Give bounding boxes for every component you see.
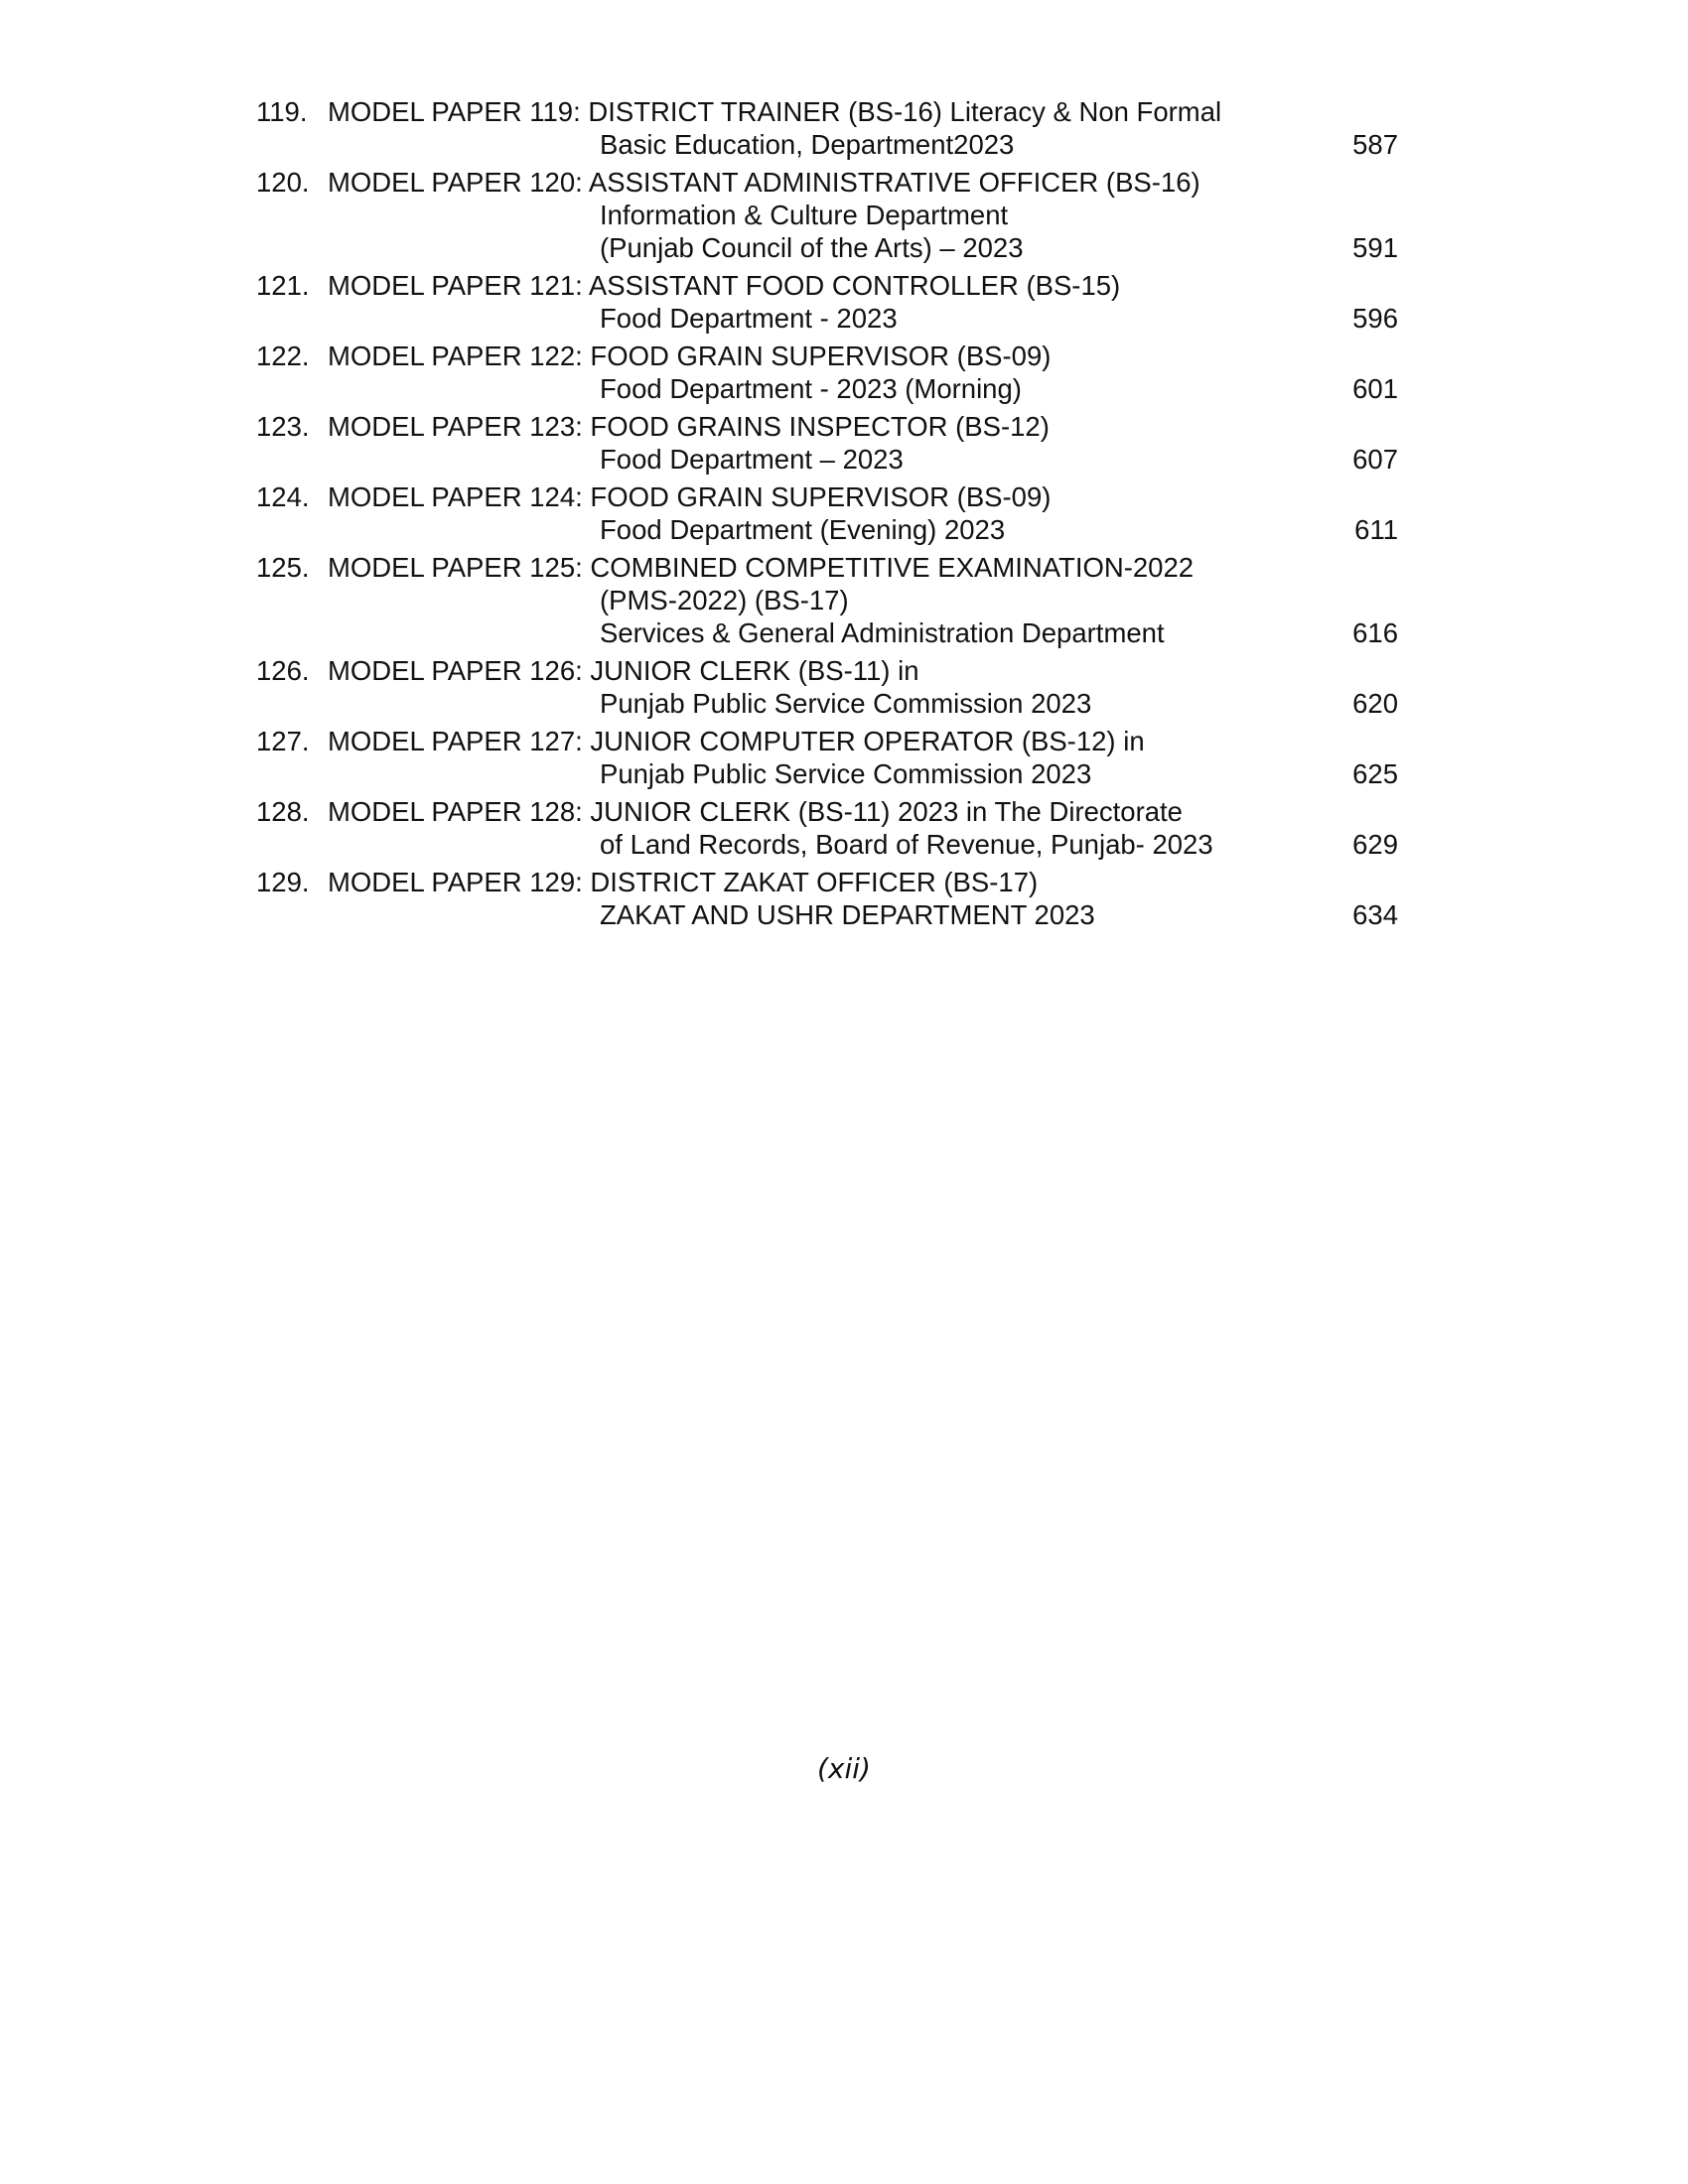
toc-entry-label: MODEL PAPER 119: (328, 96, 581, 127)
toc-entry (256, 551, 1398, 649)
toc-entry-continuation-line (256, 128, 1398, 161)
toc-entry-number: 128. (256, 796, 310, 827)
toc-entry-page-number: 629 (1352, 829, 1398, 860)
toc-entry-continuation-line (256, 231, 1398, 264)
toc-entry-first-line (256, 95, 1398, 128)
toc-entry-subtitle: Food Department - 2023 (Morning) (600, 373, 1022, 404)
toc-entry (256, 866, 1398, 931)
toc-entry-page-number: 591 (1352, 232, 1398, 263)
toc-entry-subtitle: (PMS-2022) (BS-17) (600, 585, 849, 615)
toc-entry-subtitle: ZAKAT AND USHR DEPARTMENT 2023 (600, 899, 1095, 930)
toc-entry-number: 119. (256, 96, 308, 127)
toc-entry (256, 795, 1398, 861)
toc-entry-title: FOOD GRAIN SUPERVISOR (BS-09) (590, 481, 1052, 512)
toc-entry (256, 340, 1398, 405)
toc-entry-first-line (256, 410, 1398, 443)
toc-entry-continuation-line (256, 302, 1398, 335)
toc-entry-number: 122. (256, 341, 310, 371)
toc-entry (256, 166, 1398, 264)
toc-entry-first-line (256, 866, 1398, 898)
toc-entry (256, 95, 1398, 161)
toc-entry (256, 480, 1398, 546)
toc-entry-title: ASSISTANT ADMINISTRATIVE OFFICER (BS-16) (588, 167, 1200, 198)
toc-entry-continuation-line (256, 199, 1398, 231)
toc-entry-subtitle: Food Department – 2023 (600, 444, 904, 475)
toc-entry-label: MODEL PAPER 124: (328, 481, 583, 512)
toc-entry-subtitle: Information & Culture Department (600, 200, 1009, 230)
toc-entry-number: 123. (256, 411, 310, 442)
toc-entry-title: JUNIOR COMPUTER OPERATOR (BS-12) in (590, 726, 1145, 756)
toc-entry (256, 725, 1398, 790)
toc-entry-continuation-line (256, 898, 1398, 931)
toc-entry-number: 124. (256, 481, 310, 512)
toc-entry-subtitle: Services & General Administration Department (600, 617, 1165, 648)
toc-entry-subtitle: (Punjab Council of the Arts) – 2023 (600, 232, 1024, 263)
toc-entry-page-number: 587 (1352, 129, 1398, 160)
toc-entry-label: MODEL PAPER 120: (328, 167, 583, 198)
toc-entry-page-number: 625 (1352, 758, 1398, 789)
toc-entry-continuation-line (256, 616, 1398, 649)
toc-entry-number: 126. (256, 655, 310, 686)
toc-entry-number: 129. (256, 867, 310, 897)
toc-entry (256, 410, 1398, 476)
toc-entry-continuation-line (256, 757, 1398, 790)
toc-entry-subtitle: Food Department - 2023 (600, 303, 898, 334)
page-number: (xii) (817, 1752, 871, 1785)
toc-entry (256, 269, 1398, 335)
toc-entry-first-line (256, 654, 1398, 687)
toc-entry-number: 121. (256, 270, 310, 301)
toc-entry (256, 654, 1398, 720)
toc-entry-label: MODEL PAPER 127: (328, 726, 583, 756)
toc-entry-first-line (256, 725, 1398, 757)
toc-entry-subtitle: Punjab Public Service Commission 2023 (600, 688, 1092, 719)
toc-entry-label: MODEL PAPER 128: (328, 796, 583, 827)
toc-entry-label: MODEL PAPER 126: (328, 655, 583, 686)
toc-entry-page-number: 596 (1352, 303, 1398, 334)
toc-entry-label: MODEL PAPER 129: (328, 867, 583, 897)
toc-entry-label: MODEL PAPER 123: (328, 411, 583, 442)
toc-entry-label: MODEL PAPER 125: (328, 552, 583, 583)
toc-entry-title: JUNIOR CLERK (BS-11) 2023 in The Directorate (590, 796, 1183, 827)
toc-entry-subtitle: of Land Records, Board of Revenue, Punjab- 2023 (600, 829, 1213, 860)
toc-entry-first-line (256, 340, 1398, 372)
toc-entry-page-number: 620 (1352, 688, 1398, 719)
toc-entry-number: 127. (256, 726, 310, 756)
toc-entry-continuation-line (256, 513, 1398, 546)
toc-entry-page-number: 634 (1352, 899, 1398, 930)
toc-entry-title: ASSISTANT FOOD CONTROLLER (BS-15) (588, 270, 1121, 301)
toc-entry-title: JUNIOR CLERK (BS-11) in (590, 655, 919, 686)
toc-entry-first-line (256, 551, 1398, 584)
toc-entry-subtitle: Food Department (Evening) 2023 (600, 514, 1006, 545)
toc-entry-label: MODEL PAPER 122: (328, 341, 583, 371)
toc-entry-title: DISTRICT TRAINER (BS-16) Literacy & Non Formal (588, 96, 1222, 127)
toc-entry-first-line (256, 166, 1398, 199)
toc-entry-continuation-line (256, 687, 1398, 720)
toc-entry-title: FOOD GRAIN SUPERVISOR (BS-09) (590, 341, 1052, 371)
toc-entry-continuation-line (256, 443, 1398, 476)
toc-entry-title: COMBINED COMPETITIVE EXAMINATION-2022 (590, 552, 1195, 583)
toc-entry-title: DISTRICT ZAKAT OFFICER (BS-17) (590, 867, 1039, 897)
toc-entry-title: FOOD GRAINS INSPECTOR (BS-12) (590, 411, 1050, 442)
toc-entry-page-number: 601 (1352, 373, 1398, 404)
toc-entry-continuation-line (256, 584, 1398, 616)
toc-entry-subtitle: Basic Education, Department2023 (600, 129, 1015, 160)
toc-entry-continuation-line (256, 828, 1398, 861)
table-of-contents (256, 95, 1398, 936)
toc-entry-continuation-line (256, 372, 1398, 405)
toc-entry-subtitle: Punjab Public Service Commission 2023 (600, 758, 1092, 789)
toc-entry-first-line (256, 480, 1398, 513)
toc-entry-first-line (256, 269, 1398, 302)
toc-entry-page-number: 607 (1352, 444, 1398, 475)
toc-entry-page-number: 611 (1354, 514, 1398, 545)
toc-entry-first-line (256, 795, 1398, 828)
toc-entry-page-number: 616 (1352, 617, 1398, 648)
toc-entry-number: 120. (256, 167, 310, 198)
toc-entry-number: 125. (256, 552, 310, 583)
toc-entry-label: MODEL PAPER 121: (328, 270, 583, 301)
